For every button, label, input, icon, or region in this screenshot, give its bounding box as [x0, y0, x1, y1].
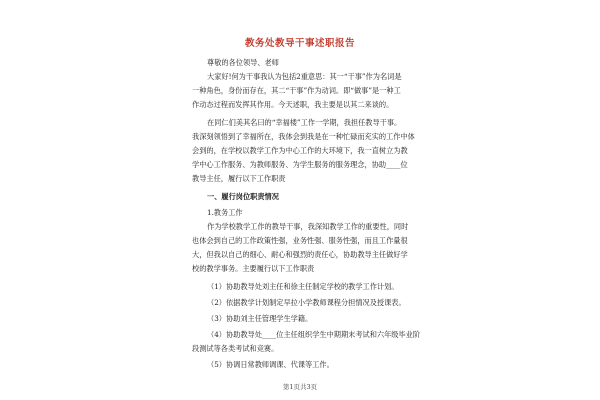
paragraph-2-line: 教导主任，履行以下工作职责 [192, 174, 286, 183]
subsection-heading: 1.教务工作 [207, 208, 243, 217]
paragraph-3-line: 校的教学事务。主要履行以下工作职责 [192, 264, 315, 273]
list-item: （1）协助教导处刘主任和徐主任制定学校的教学工作计划。 [207, 282, 399, 291]
paragraph-3-line: 作为学校教学工作的教导干事，我深知教学工作的重要性，同时 [207, 222, 409, 231]
section-heading: 一、履行岗位职责情况 [207, 192, 279, 201]
list-item: （2）依据教学计划制定早拉小学教师课程分担情况及授课表。 [207, 298, 406, 307]
list-item: （3）协助刘主任管理学生学籍。 [207, 314, 313, 323]
list-item: （4）协助教导处____位主任组织学生中期期末考试和六年级毕业阶 [207, 330, 421, 339]
paragraph-3-line: 也体会到自己的工作政策性强，业务性强、服务性强，而且工作量很 [192, 236, 408, 245]
list-item: 段测试等各类考试和竞赛。 [192, 344, 279, 353]
paragraph-1-line: 一种角色，身份而存在，其二“干事”作为动词。即“做事”是一种工 [192, 86, 401, 95]
paragraph-2-line: 在同仁们美其名曰的“幸福楼”工作一学期，我担任教导干事。 [207, 118, 402, 127]
paragraph-1-line: 作动态过程而发挥其作用。今天述职，我主要是以其二来谈的。 [192, 100, 394, 109]
page-footer: 第1页共3页 [282, 383, 318, 391]
paragraph-3-line: 大，但我以自己的细心、耐心和强烈的责任心，协助教导主任做好学 [192, 250, 408, 259]
document-title: 教务处教导干事述职报告 [244, 38, 355, 49]
paragraph-1-line: 大家好!何为干事我认为包括2重意思：其一“干事”作为名词是 [207, 72, 402, 81]
paragraph-2-line: 我深刻领悟到了幸福所在，我体会到我是在一种忙碌而充实的工作中体 [192, 132, 415, 141]
paragraph-2-line: 学中心工作服务、为教师服务、为学生服务的服务理念，协助____位 [192, 160, 408, 169]
greeting: 尊敬的各位领导、老师 [207, 58, 279, 67]
paragraph-2-line: 会到的，在学校以教学工作为中心工作的大环境下，我一直树立为教 [192, 146, 408, 155]
list-item: （5）协调日常教师调课、代课等工作。 [207, 360, 334, 369]
